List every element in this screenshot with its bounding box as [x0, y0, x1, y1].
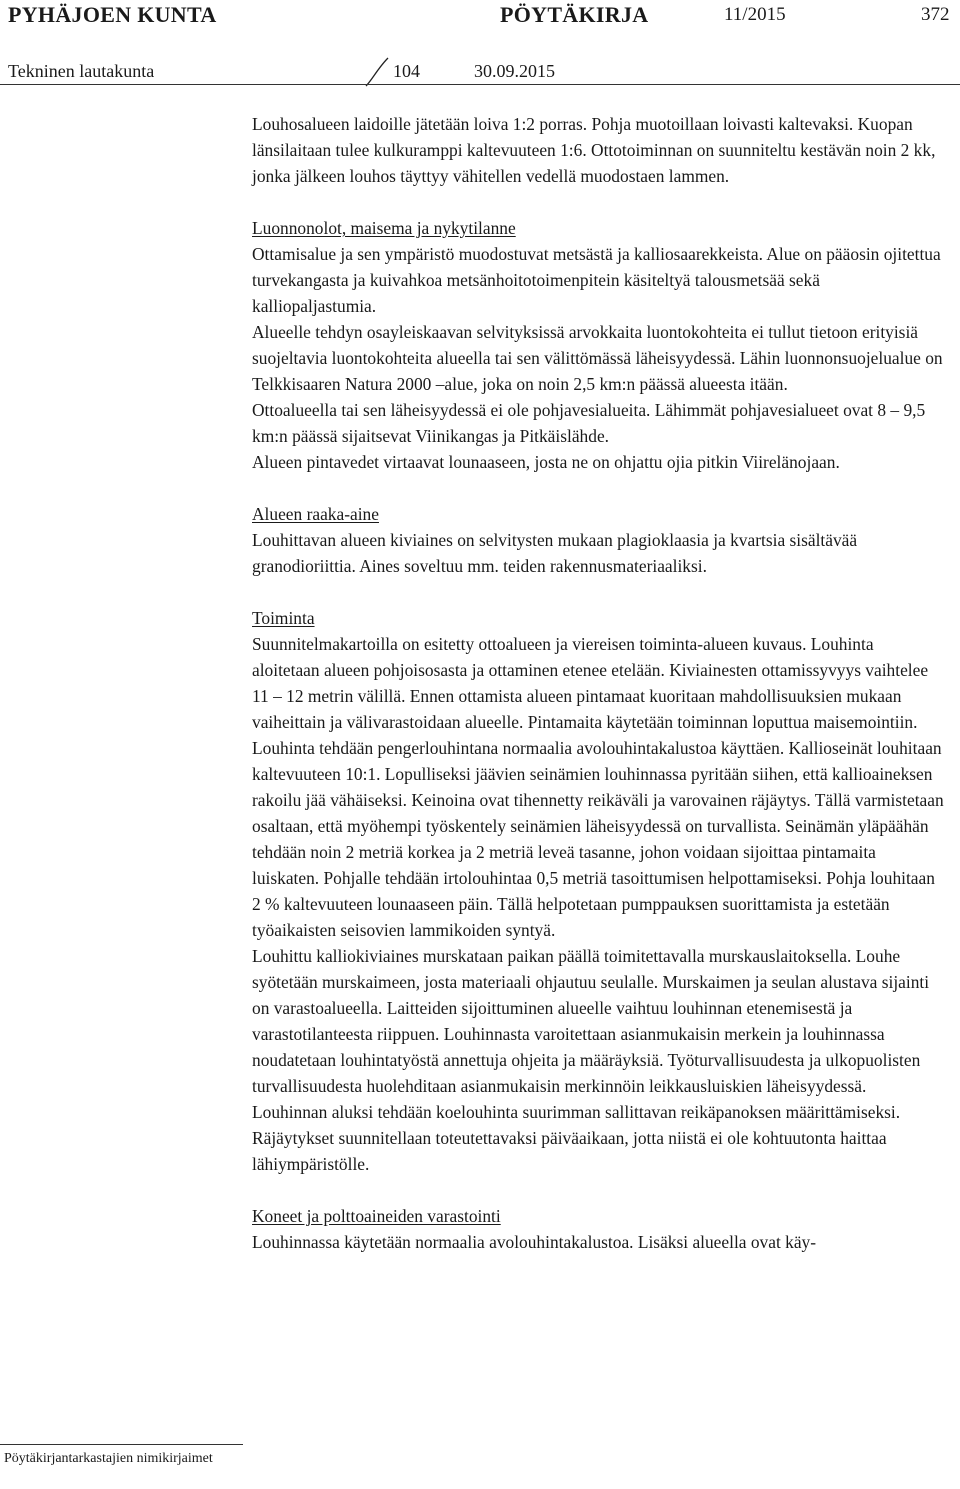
footer-label: Pöytäkirjantarkastajien nimikirjaimet — [4, 1451, 213, 1466]
body-paragraph: Louhinnassa käytetään normaalia avolouhintakalustoa. Lisäksi alueella ovat käy- — [252, 1232, 817, 1252]
section-heading: Koneet ja polttoaineiden varastointi — [252, 1206, 501, 1226]
document-body — [252, 111, 944, 1255]
organization-name: PYHÄJOEN KUNTA — [8, 2, 217, 27]
body-paragraph: Louhittu kalliokiviaines murskataan paikan päällä toimitettavalla murskauslaitoksella. Louhe syötetään murskaimeen, josta materiaali ohjautuu seulalle. Murskaimen ja seulan alustava sijainti on varastoalueella. Laitteiden sijoittuminen alueelle vaihtuu louhinnan etenemisestä ja varastotilanteesta riippuen. Louhinnasta varoitettaan asianmukaisin merkein ja louhinnassa noudatetaan louhintatyöstä annettuja ohjeita ja määräyksiä. Työturvallisuudesta ja ulkopuolisten turvallisuudesta huolehditaan asianmukaisin merkinnöin leikkausluiskien läheisyydessä. Louhinnan aluksi tehdään koelouhinta suurimman sallittavan reikäpanoksen määrittämiseksi. Räjäytykset suunnitellaan toteutettavaksi päiväaikaan, jotta niistä ei ole kohtuutonta haittaa lähiympäristölle. — [252, 946, 930, 1174]
section-heading: Toiminta — [252, 608, 315, 628]
section-heading: Alueen raaka-aine — [252, 504, 379, 524]
section-heading: Luonnonolot, maisema ja nykytilanne — [252, 218, 516, 238]
body-paragraph: Louhittavan alueen kiviaines on selvitysten mukaan plagioklaasia ja kvartsia sisältävää granodioriittia. Aines soveltuu mm. teiden rakennusmateriaaliksi. — [252, 530, 858, 576]
header-divider — [0, 84, 960, 85]
body-paragraph: Alueen pintavedet virtaavat lounaaseen, josta ne on ohjattu ojia pitkin Viirelänojaan. — [252, 452, 840, 472]
body-paragraph: Suunnitelmakartoilla on esitetty ottoalueen ja viereisen toiminta-alueen kuvaus. Louhinta aloitetaan alueen pohjoisosasta ja ottaminen etenee etelään. Kiviainesten ottamissyvyys vaihtelee 11 – 12 metrin välillä. Ennen ottamista alueen pintamaat kuoritaan mahdollisuuksien mukaan vaiheittain ja välivarastoidaan alueelle. Pintamaita käytetään toiminnan loputtua maisemointiin. — [252, 634, 929, 732]
body-paragraph: Ottoalueella tai sen läheisyydessä ei ole pohjavesialueita. Lähimmät pohjavesialueet ovat 8 – 9,5 km:n päässä sijaitsevat Viinikangas ja Pitkäislähde. — [252, 400, 926, 446]
committee-name: Tekninen lautakunta — [8, 61, 155, 81]
issue-number: 11/2015 — [724, 4, 786, 25]
section-number: 104 — [393, 61, 420, 81]
body-paragraph: Louhinta tehdään pengerlouhintana normaalia avolouhintakalustoa käyttäen. Kallioseinät louhitaan kaltevuuteen 10:1. Lopulliseksi jäävien seinämien louhinnassa pyritään siihen, että kallioaineksen rakoilu jää vähäiseksi. Keinoina ovat tihennetty reikäväli ja varovainen räjäytys. Tällä varmistetaan osaltaan, että myöhempi työskentely seinämien läheisyydessä on turvallista. Seinämän yläpäähän tehdään noin 2 metriä korkea ja 2 metriä leveä tasanne, johon voidaan sijoittaa pintamaita luiskaten. Pohjalle tehdään irtolouhintaa 0,5 metriä tasoittumisen helpottamiseksi. Pohja louhitaan 2 % kaltevuuteen lounaaseen päin. Tällä helpotetaan pumppauksen suorittamista ja estetään työaikaisten seisovien lammikoiden syntyä. — [252, 738, 944, 940]
footer-divider — [0, 1444, 243, 1445]
body-paragraph: Alueelle tehdyn osayleiskaavan selvityksissä arvokkaita luontokohteita ei tullut tietoon erityisiä suojeltavia luontokohteita alueella tai sen välittömässä läheisyydessä. Lähin luonnonsuojelualue on Telkkisaaren Natura 2000 –alue, joka on noin 2,5 km:n päässä alueesta itään. — [252, 322, 943, 394]
page-number: 372 — [921, 4, 950, 25]
body-paragraph: Ottamisalue ja sen ympäristö muodostuvat metsästä ja kalliosaarekkeista. Alue on pääosin ojitettua turvekangasta ja kuivahkoa metsänhoitotoimenpitein käsiteltyä talousmetsää sekä kalliopaljastumia. — [252, 244, 941, 316]
document-type: PÖYTÄKIRJA — [500, 2, 649, 27]
intro-paragraph: Louhosalueen laidoille jätetään loiva 1:2 porras. Pohja muotoillaan loivasti kaltevaksi. Kuopan länsilaitaan tulee kulkuramppi kaltevuuteen 1:6. Ottotoiminnan on suunniteltu kestävän noin 2 kk, jonka jälkeen louhos täyttyy vähitellen vedellä muodostaen lammen. — [252, 114, 936, 186]
meeting-date: 30.09.2015 — [474, 61, 555, 81]
